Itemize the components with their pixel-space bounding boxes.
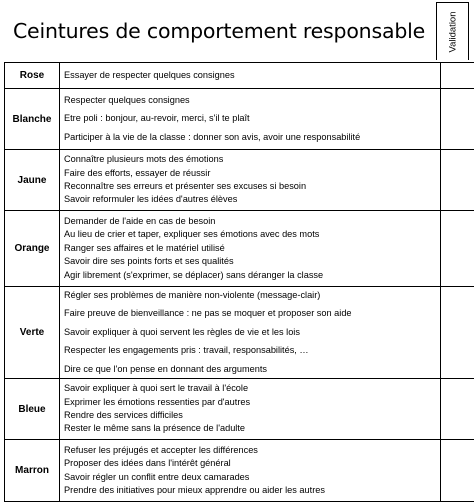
belt-item: Au lieu de crier et taper, expliquer ses émotions avec des mots — [64, 228, 440, 241]
belt-item: Prendre des initiatives pour mieux apprendre ou aider les autres — [64, 484, 440, 497]
belt-name: Bleue — [5, 379, 60, 440]
belt-row-blanche — [5, 89, 474, 150]
belt-item: Respecter quelques consignes — [64, 94, 440, 107]
belt-item: Connaître plusieurs mots des émotions — [64, 153, 440, 166]
belt-items — [60, 379, 441, 440]
belt-name: Marron — [5, 440, 60, 502]
belt-item: Respecter les engagements pris : travail, responsabilités, … — [64, 344, 440, 357]
belt-items — [60, 150, 441, 211]
belt-item: Participer à la vie de la classe : donner son avis, avoir une responsabilité — [64, 131, 440, 144]
belt-item: Essayer de respecter quelques consignes — [64, 69, 440, 82]
page-title: Ceintures de comportement responsable — [4, 2, 434, 60]
belt-item: Savoir dire ses points forts et ses qualités — [64, 255, 440, 268]
belts-table — [4, 62, 474, 502]
belt-item: Savoir reformuler les idées d'autres élèves — [64, 193, 440, 206]
belt-items — [60, 211, 441, 287]
belt-items — [60, 287, 441, 379]
belt-item: Faire des efforts, essayer de réussir — [64, 167, 440, 180]
validation-cell[interactable] — [441, 63, 474, 89]
belt-row-verte — [5, 287, 474, 379]
belt-row-rose — [5, 63, 474, 89]
belt-item: Savoir régler un conflit entre deux camarades — [64, 471, 440, 484]
belt-item: Ranger ses affaires et le matériel utilisé — [64, 242, 440, 255]
belt-items — [60, 63, 441, 89]
belt-chart-sheet — [4, 2, 470, 487]
validation-cell[interactable] — [441, 211, 474, 287]
belt-item: Dire ce que l'on pense en donnant des arguments — [64, 363, 440, 376]
belt-row-jaune — [5, 150, 474, 211]
validation-cell[interactable] — [441, 150, 474, 211]
belt-item: Etre poli : bonjour, au-revoir, merci, s'il te plaît — [64, 112, 440, 125]
belt-item: Reconnaître ses erreurs et présenter ses excuses si besoin — [64, 180, 440, 193]
belt-name: Orange — [5, 211, 60, 287]
belt-item: Proposer des idées dans l'intérêt général — [64, 457, 440, 470]
belt-item: Exprimer les émotions ressenties par d'autres — [64, 396, 440, 409]
validation-cell[interactable] — [441, 89, 474, 150]
belt-item: Rester le même sans la présence de l'adulte — [64, 422, 440, 435]
belt-row-marron — [5, 440, 474, 502]
belt-items — [60, 89, 441, 150]
belt-item: Agir librement (s'exprimer, se déplacer) sans déranger la classe — [64, 269, 440, 282]
belt-items — [60, 440, 441, 502]
belt-row-bleue — [5, 379, 474, 440]
belt-item: Savoir expliquer à quoi servent les règles de vie et les lois — [64, 326, 440, 339]
belt-name: Blanche — [5, 89, 60, 150]
belt-item: Régler ses problèmes de manière non-violente (message-clair) — [64, 289, 440, 302]
validation-cell[interactable] — [441, 440, 474, 502]
belt-item: Demander de l'aide en cas de besoin — [64, 215, 440, 228]
belt-row-orange — [5, 211, 474, 287]
validation-column-header — [436, 2, 469, 60]
belt-name: Verte — [5, 287, 60, 379]
validation-cell[interactable] — [441, 379, 474, 440]
validation-cell[interactable] — [441, 287, 474, 379]
validation-header-label: Validation — [447, 11, 458, 52]
belt-item: Savoir expliquer à quoi sert le travail à l'école — [64, 382, 440, 395]
belt-item: Faire preuve de bienveillance : ne pas se moquer et proposer son aide — [64, 307, 440, 320]
belt-name: Rose — [5, 63, 60, 89]
belt-item: Rendre des services difficiles — [64, 409, 440, 422]
belt-item: Refuser les préjugés et accepter les différences — [64, 444, 440, 457]
belt-name: Jaune — [5, 150, 60, 211]
